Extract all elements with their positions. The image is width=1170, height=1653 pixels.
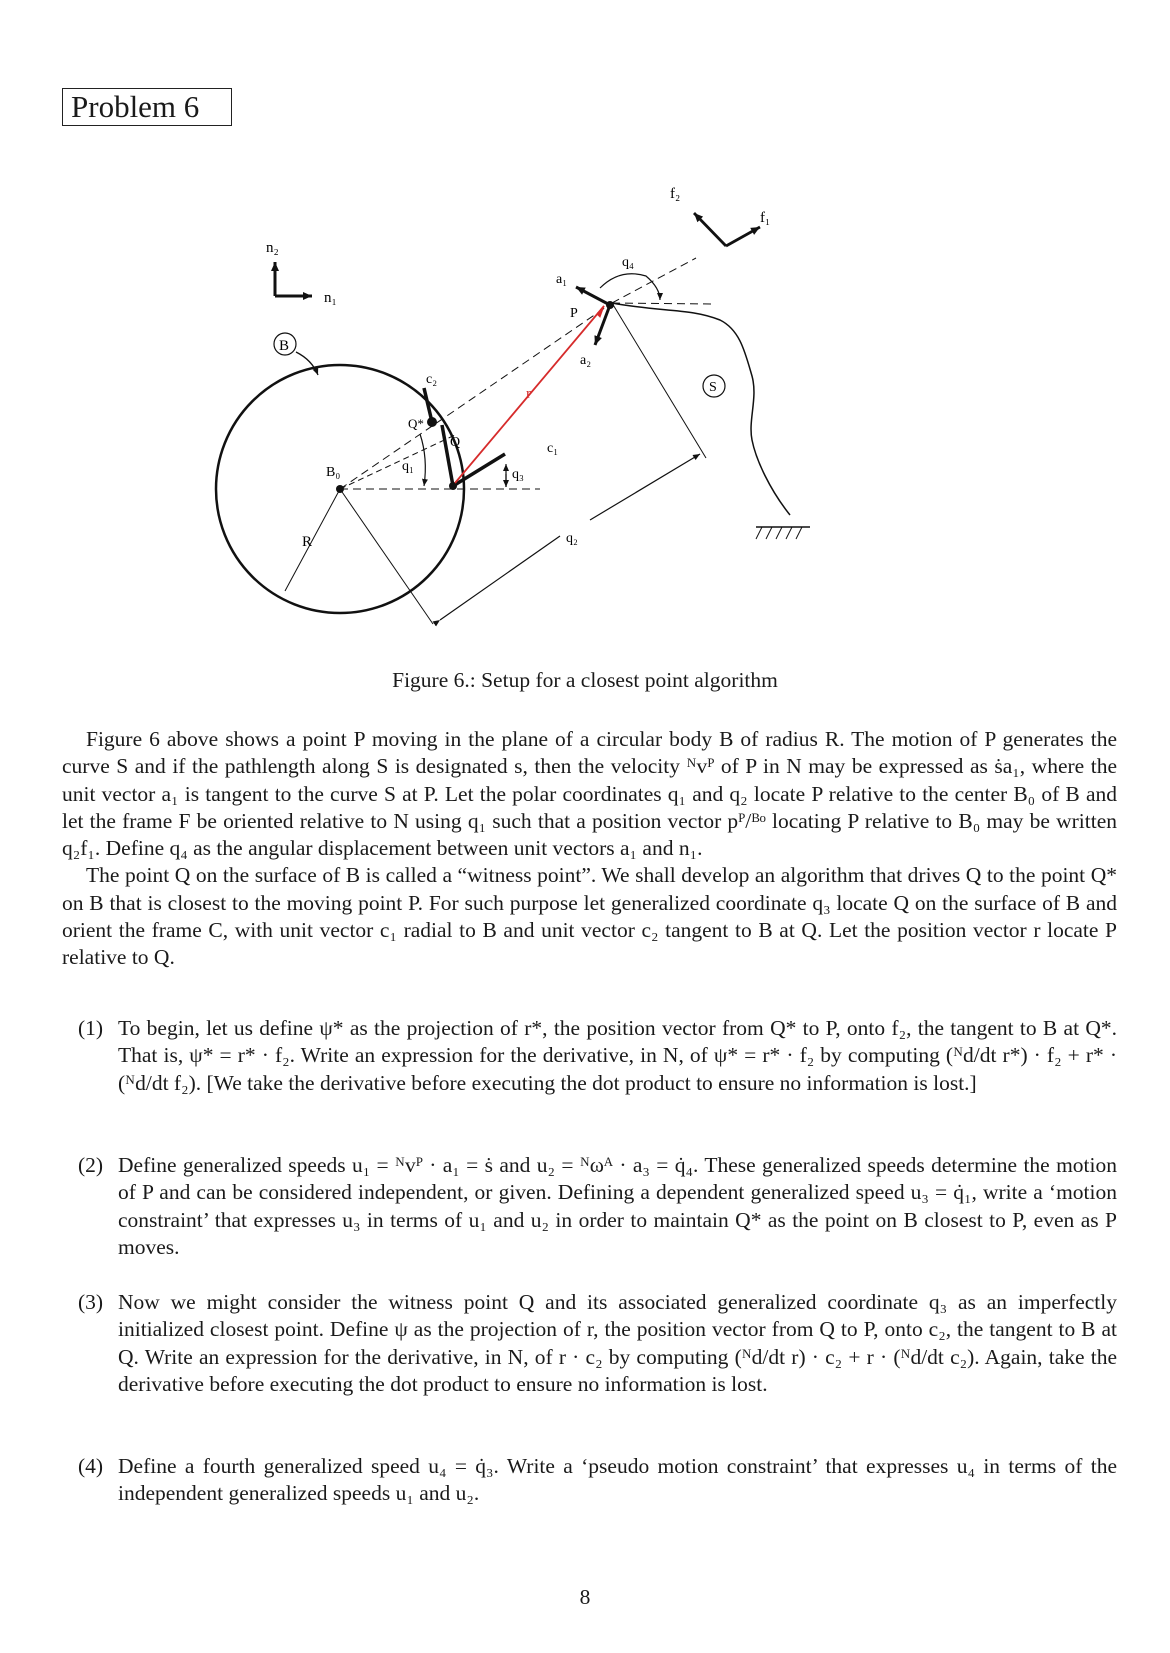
line-bo-to-q: [340, 435, 455, 489]
item-text: Define a fourth generalized speed u₄ = q̇₃. Write a ‘pseudo motion constraint’ that expresses u₄ in terms of the independent generalized speeds u₁ and u₂.: [118, 1454, 1117, 1506]
label-r-radius: R: [302, 534, 313, 550]
page-number: 8: [579, 1585, 591, 1609]
item-number: (4): [78, 1454, 104, 1478]
ground-symbol: [756, 527, 810, 539]
label-c1: c₁: [547, 441, 559, 456]
label-f2: f₂: [670, 186, 681, 202]
closest-point-figure: [0, 160, 1170, 680]
list-item: [78, 1289, 1117, 1398]
paragraph-1: Figure 6 above shows a point P moving in the plane of a circular body B of radius R. The motion of P generates the curve S and if the pathlength along S is designated s, then the velocity ᴺvᴾ of P in N may be expressed as ṡa₁, where the unit vector a₁ is tangent to the curve S at P. Let the polar coordinates q₁ and q₂ locate P relative to the center B₀ of B and let the frame F be oriented relative to N using q₁ such that a position vector pᴾ/ᴮᵒ locating P relative to B₀ may be written q₂f₁. Define q₄ as the angular displacement between unit vectors a₁ and n₁.: [62, 727, 1117, 861]
list-item: [78, 1152, 1117, 1261]
label-n2: n₂: [266, 240, 279, 256]
label-a1: a₁: [556, 272, 568, 287]
item-number: (1): [78, 1016, 104, 1040]
label-s: S: [709, 380, 717, 395]
label-f1: f₁: [760, 210, 771, 226]
label-q2: q₂: [566, 531, 578, 546]
label-bo: B₀: [326, 465, 341, 480]
item-text: Define generalized speeds u₁ = ᴺvᴾ · a₁ = ṡ and u₂ = ᴺωᴬ · a₃ = q̇₄. These generalized speeds determine the motion of P and can be considered independent, or given. Defining a dependent generalized speed u₃ = q̇₁, write a ‘motion constraint’ that expresses u₃ in terms of u₁ and u₂ in order to maintain Q* as the point on B closest to P, even as P moves.: [118, 1153, 1117, 1259]
list-item: [78, 1453, 1117, 1508]
label-q: Q: [450, 435, 461, 450]
item-number: (2): [78, 1153, 104, 1177]
paragraph-2: The point Q on the surface of B is called a “witness point”. We shall develop an algorithm that drives Q to the point Q* on B that is closest to the moving point P. For such purpose let generalized coordinate q₃ locate Q on the surface of B and orient the frame C, with unit vector c₁ radial to B and unit vector c₂ tangent to B at Q. Let the position vector r locate P relative to Q.: [62, 863, 1117, 970]
label-q3: q₃: [512, 467, 524, 482]
label-b: B: [279, 338, 290, 354]
q4-arc: [600, 274, 660, 300]
list-item: [78, 1015, 1117, 1097]
radius-line: [285, 489, 340, 591]
p-horizontal-dashed: [612, 303, 712, 304]
label-n1: n₁: [324, 290, 337, 306]
n-frame: [266, 240, 337, 306]
label-q4: q₄: [622, 255, 634, 270]
label-r-vector: r: [526, 386, 531, 402]
label-a2: a₂: [580, 353, 592, 368]
figure-caption: Figure 6.: Setup for a closest point algorithm: [392, 668, 778, 692]
item-text: Now we might consider the witness point Q and its associated generalized coordinate q₃ as an imperfectly initialized closest point. Define ψ as the projection of r, the position vector from Q to P, onto c₂, the tangent to B at Q. Write an expression for the derivative, in N, of r · c₂ by computing (ᴺd/dt r) · c₂ + r · (ᴺd/dt c₂). Again, take the derivative before executing the dot product to ensure no information is lost.: [118, 1290, 1117, 1396]
line-bo-to-p: [340, 303, 612, 489]
problem-title: Problem 6: [62, 88, 232, 126]
curve-s: [612, 303, 790, 515]
vector-a1: [576, 287, 610, 305]
f-frame: [670, 186, 770, 246]
label-q1: q₁: [402, 459, 414, 474]
label-p: P: [570, 306, 578, 321]
label-q-star: Q*: [408, 416, 424, 431]
item-number: (3): [78, 1290, 104, 1314]
body-text: [62, 726, 1117, 972]
q1-arc: [420, 434, 425, 486]
label-c2: c₂: [426, 372, 438, 387]
item-text: To begin, let us define ψ* as the projection of r*, the position vector from Q* to P, onto f₂, the tangent to B at Q*. That is, ψ* = r* · f₂. Write an expression for the derivative, in N, of ψ* = r* · f₂ by computing (ᴺd/dt r*) · f₂ + r* · (ᴺd/dt f₂). [We take the derivative before executing the dot product to ensure no information is lost.]: [118, 1016, 1117, 1095]
